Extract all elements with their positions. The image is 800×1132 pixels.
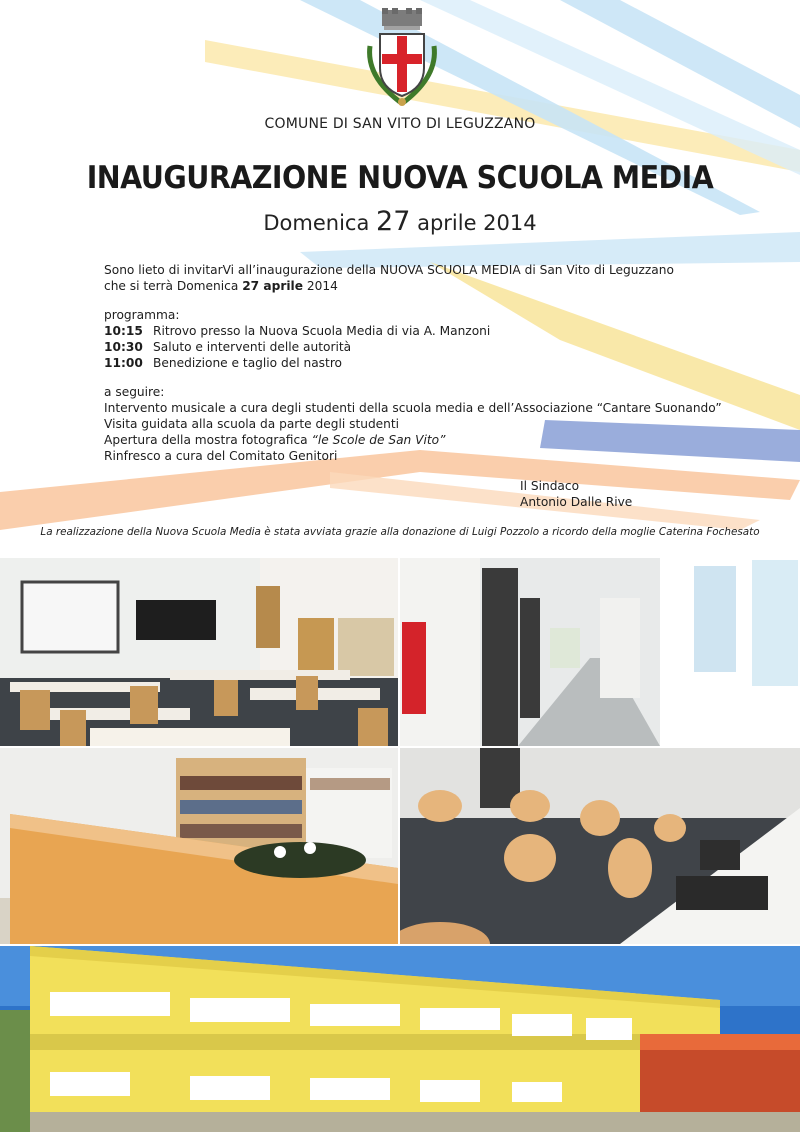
library-photo bbox=[0, 748, 398, 944]
date-weekday: Domenica bbox=[263, 211, 370, 235]
page-title: INAUGURAZIONE NUOVA SCUOLA MEDIA bbox=[86, 160, 714, 196]
program-text: Ritrovo presso la Nuova Scuola Media di via A. Manzoni bbox=[153, 324, 491, 338]
school-building-photo bbox=[0, 946, 800, 1132]
program-text: Saluto e interventi delle autorità bbox=[153, 340, 352, 354]
program-time: 10:15 bbox=[104, 324, 143, 338]
program-time: 11:00 bbox=[104, 356, 143, 370]
event-date bbox=[0, 206, 800, 237]
invitation-line-2-suffix: 2014 bbox=[303, 279, 338, 293]
invitation-text-area bbox=[0, 0, 800, 560]
signature-block bbox=[520, 478, 632, 510]
following-item-exhibition bbox=[104, 432, 722, 448]
exhibition-title: “le Scole de San Vito” bbox=[311, 433, 446, 447]
following-heading: a seguire: bbox=[104, 385, 165, 399]
signature-role: Il Sindaco bbox=[520, 479, 580, 493]
program-item bbox=[104, 339, 490, 355]
classroom-photo bbox=[0, 558, 398, 746]
computer-lab-photo bbox=[400, 748, 800, 944]
date-month-year: aprile 2014 bbox=[417, 211, 537, 235]
invitation-line-1: Sono lieto di invitarVi all’inaugurazione della NUOVA SCUOLA MEDIA di San Vito di Leguzzano bbox=[104, 263, 674, 277]
program-item bbox=[104, 323, 490, 339]
corridor-photo bbox=[400, 558, 800, 746]
program-item bbox=[104, 355, 490, 371]
donation-note: La realizzazione della Nuova Scuola Media è stata avviata grazie alla donazione di Luigi Pozzolo a ricordo della moglie Caterina Fochesato bbox=[40, 526, 760, 538]
coat-of-arms-icon bbox=[360, 6, 444, 110]
exhibition-prefix: Apertura della mostra fotografica bbox=[104, 433, 312, 447]
program-heading: programma: bbox=[104, 308, 180, 322]
invitation-line-2 bbox=[104, 278, 674, 294]
following-section bbox=[104, 384, 722, 464]
date-day: 27 bbox=[376, 206, 411, 237]
following-item: Intervento musicale a cura degli studenti della scuola media e dell’Associazione “Cantare Suonando” bbox=[104, 401, 722, 415]
signature-name: Antonio Dalle Rive bbox=[520, 495, 633, 509]
program-section bbox=[104, 307, 490, 371]
following-item: Rinfresco a cura del Comitato Genitori bbox=[104, 449, 338, 463]
photo-collage bbox=[0, 558, 800, 1132]
invitation-line-2-date: 27 aprile bbox=[242, 279, 303, 293]
invitation-line-2-prefix: che si terrà Domenica bbox=[104, 279, 243, 293]
following-item: Visita guidata alla scuola da parte degli studenti bbox=[104, 417, 400, 431]
program-time: 10:30 bbox=[104, 340, 143, 354]
program-text: Benedizione e taglio del nastro bbox=[153, 356, 343, 370]
invitation-paragraph bbox=[104, 262, 674, 294]
municipality-name: COMUNE DI SAN VITO DI LEGUZZANO bbox=[264, 116, 536, 132]
